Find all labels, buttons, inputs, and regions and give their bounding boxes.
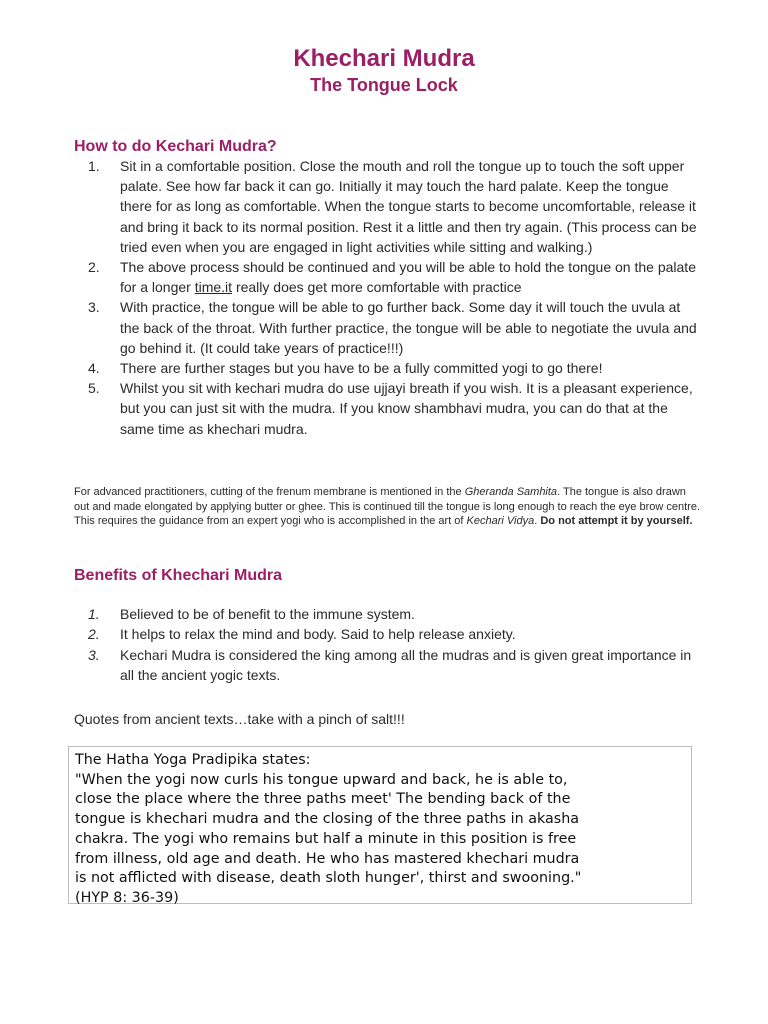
- quote-line: chakra. The yogi who remains but half a minute in this position is free: [75, 830, 577, 847]
- list-number: 5.: [88, 380, 100, 397]
- quote-line: (HYP 8: 36-39): [75, 889, 179, 906]
- list-item: [74, 257, 700, 297]
- quote-box: [68, 746, 692, 904]
- quotes-note: Quotes from ancient texts…take with a pinch of salt!!!: [74, 711, 405, 727]
- how-to-heading: How to do Kechari Mudra?: [74, 138, 277, 155]
- list-number: 2.: [88, 259, 100, 276]
- note-text: .: [534, 515, 541, 528]
- list-item: [74, 358, 700, 378]
- list-number: 1.: [88, 606, 100, 622]
- list-item: [74, 297, 700, 358]
- benefits-heading: Benefits of Khechari Mudra: [74, 567, 283, 584]
- list-item-text: The above process should be continued and you will be able to hold the tongue on the palate for a longer: [120, 259, 696, 296]
- advanced-practitioners-note: [74, 485, 700, 529]
- quote-line: from illness, old age and death. He who has mastered khechari mudra: [75, 850, 580, 867]
- page-subtitle: The Tongue Lock: [310, 75, 458, 95]
- list-item-text: It helps to relax the mind and body. Said to help release anxiety.: [120, 626, 516, 643]
- benefits-list: [74, 604, 700, 685]
- quote-line: is not afflicted with disease, death sloth hunger', thirst and swooning.": [75, 870, 582, 887]
- list-item-text: Whilst you sit with kechari mudra do use ujjayi breath if you wish. It is a pleasant experience, but you can just sit with the mudra. If you know shambhavi mudra, you can do that at the same time as khechari mudra.: [120, 380, 693, 437]
- quote-line: tongue is khechari mudra and the closing of the three paths in akasha: [75, 811, 580, 828]
- note-italic-text: Kechari Vidya: [466, 515, 535, 528]
- list-number: 3.: [88, 299, 100, 316]
- warning-text: Do not attempt it by yourself.: [540, 515, 693, 528]
- list-item-text: With practice, the tongue will be able to go further back. Some day it will touch the uvula at the back of the throat. With further practice, the tongue will be able to negotiate the uvula and go behind it. (It could take years of practice!!!): [120, 299, 697, 356]
- note-text: . The tongue is also drawn out and made elongated by applying butter or ghee. This is continued till the tongue is long enough to reach the eye brow centre. This requires the guidance from an expert yogi who is accomplished in the art of: [74, 486, 700, 528]
- underlined-word: time.it: [194, 279, 233, 296]
- note-italic-text: Gheranda Samhita: [464, 486, 558, 498]
- list-item-text: There are further stages but you have to be a fully committed yogi to go there!: [120, 360, 603, 377]
- list-item: [74, 156, 700, 257]
- list-item: [74, 604, 700, 624]
- list-item-text: Believed to be of benefit to the immune system.: [120, 606, 415, 622]
- note-text: For advanced practitioners, cutting of the frenum membrane is mentioned in the: [74, 486, 465, 498]
- quote-line: The Hatha Yoga Pradipika states:: [75, 752, 311, 768]
- list-item-text-rest: really does get more comfortable with practice: [232, 279, 522, 296]
- list-number: 1.: [88, 158, 100, 174]
- list-number: 2.: [88, 626, 100, 643]
- list-item-text: Kechari Mudra is considered the king among all the mudras and is given great importance in all the ancient yogic texts.: [120, 646, 692, 683]
- page-title: Khechari Mudra: [293, 45, 475, 72]
- list-number: 4.: [88, 360, 100, 377]
- list-item: [74, 378, 700, 439]
- how-to-steps-list: [74, 156, 700, 439]
- list-item: [74, 645, 700, 686]
- quote-line: "When the yogi now curls his tongue upward and back, he is able to,: [75, 771, 568, 788]
- list-number: 3.: [88, 646, 100, 663]
- list-item-text: Sit in a comfortable position. Close the mouth and roll the tongue up to touch the soft upper palate. See how far back it can go. Initially it may touch the hard palate. Keep the tongue there for as long as comfortable. When the tongue starts to become uncomfortable, release it and bring it back to its normal position. Rest it a little and then try again. (This process can be tried even when you are engaged in light activities while sitting and walking.): [120, 158, 697, 255]
- list-item: [74, 624, 700, 644]
- quote-line: close the place where the three paths meet' The bending back of the: [75, 791, 571, 808]
